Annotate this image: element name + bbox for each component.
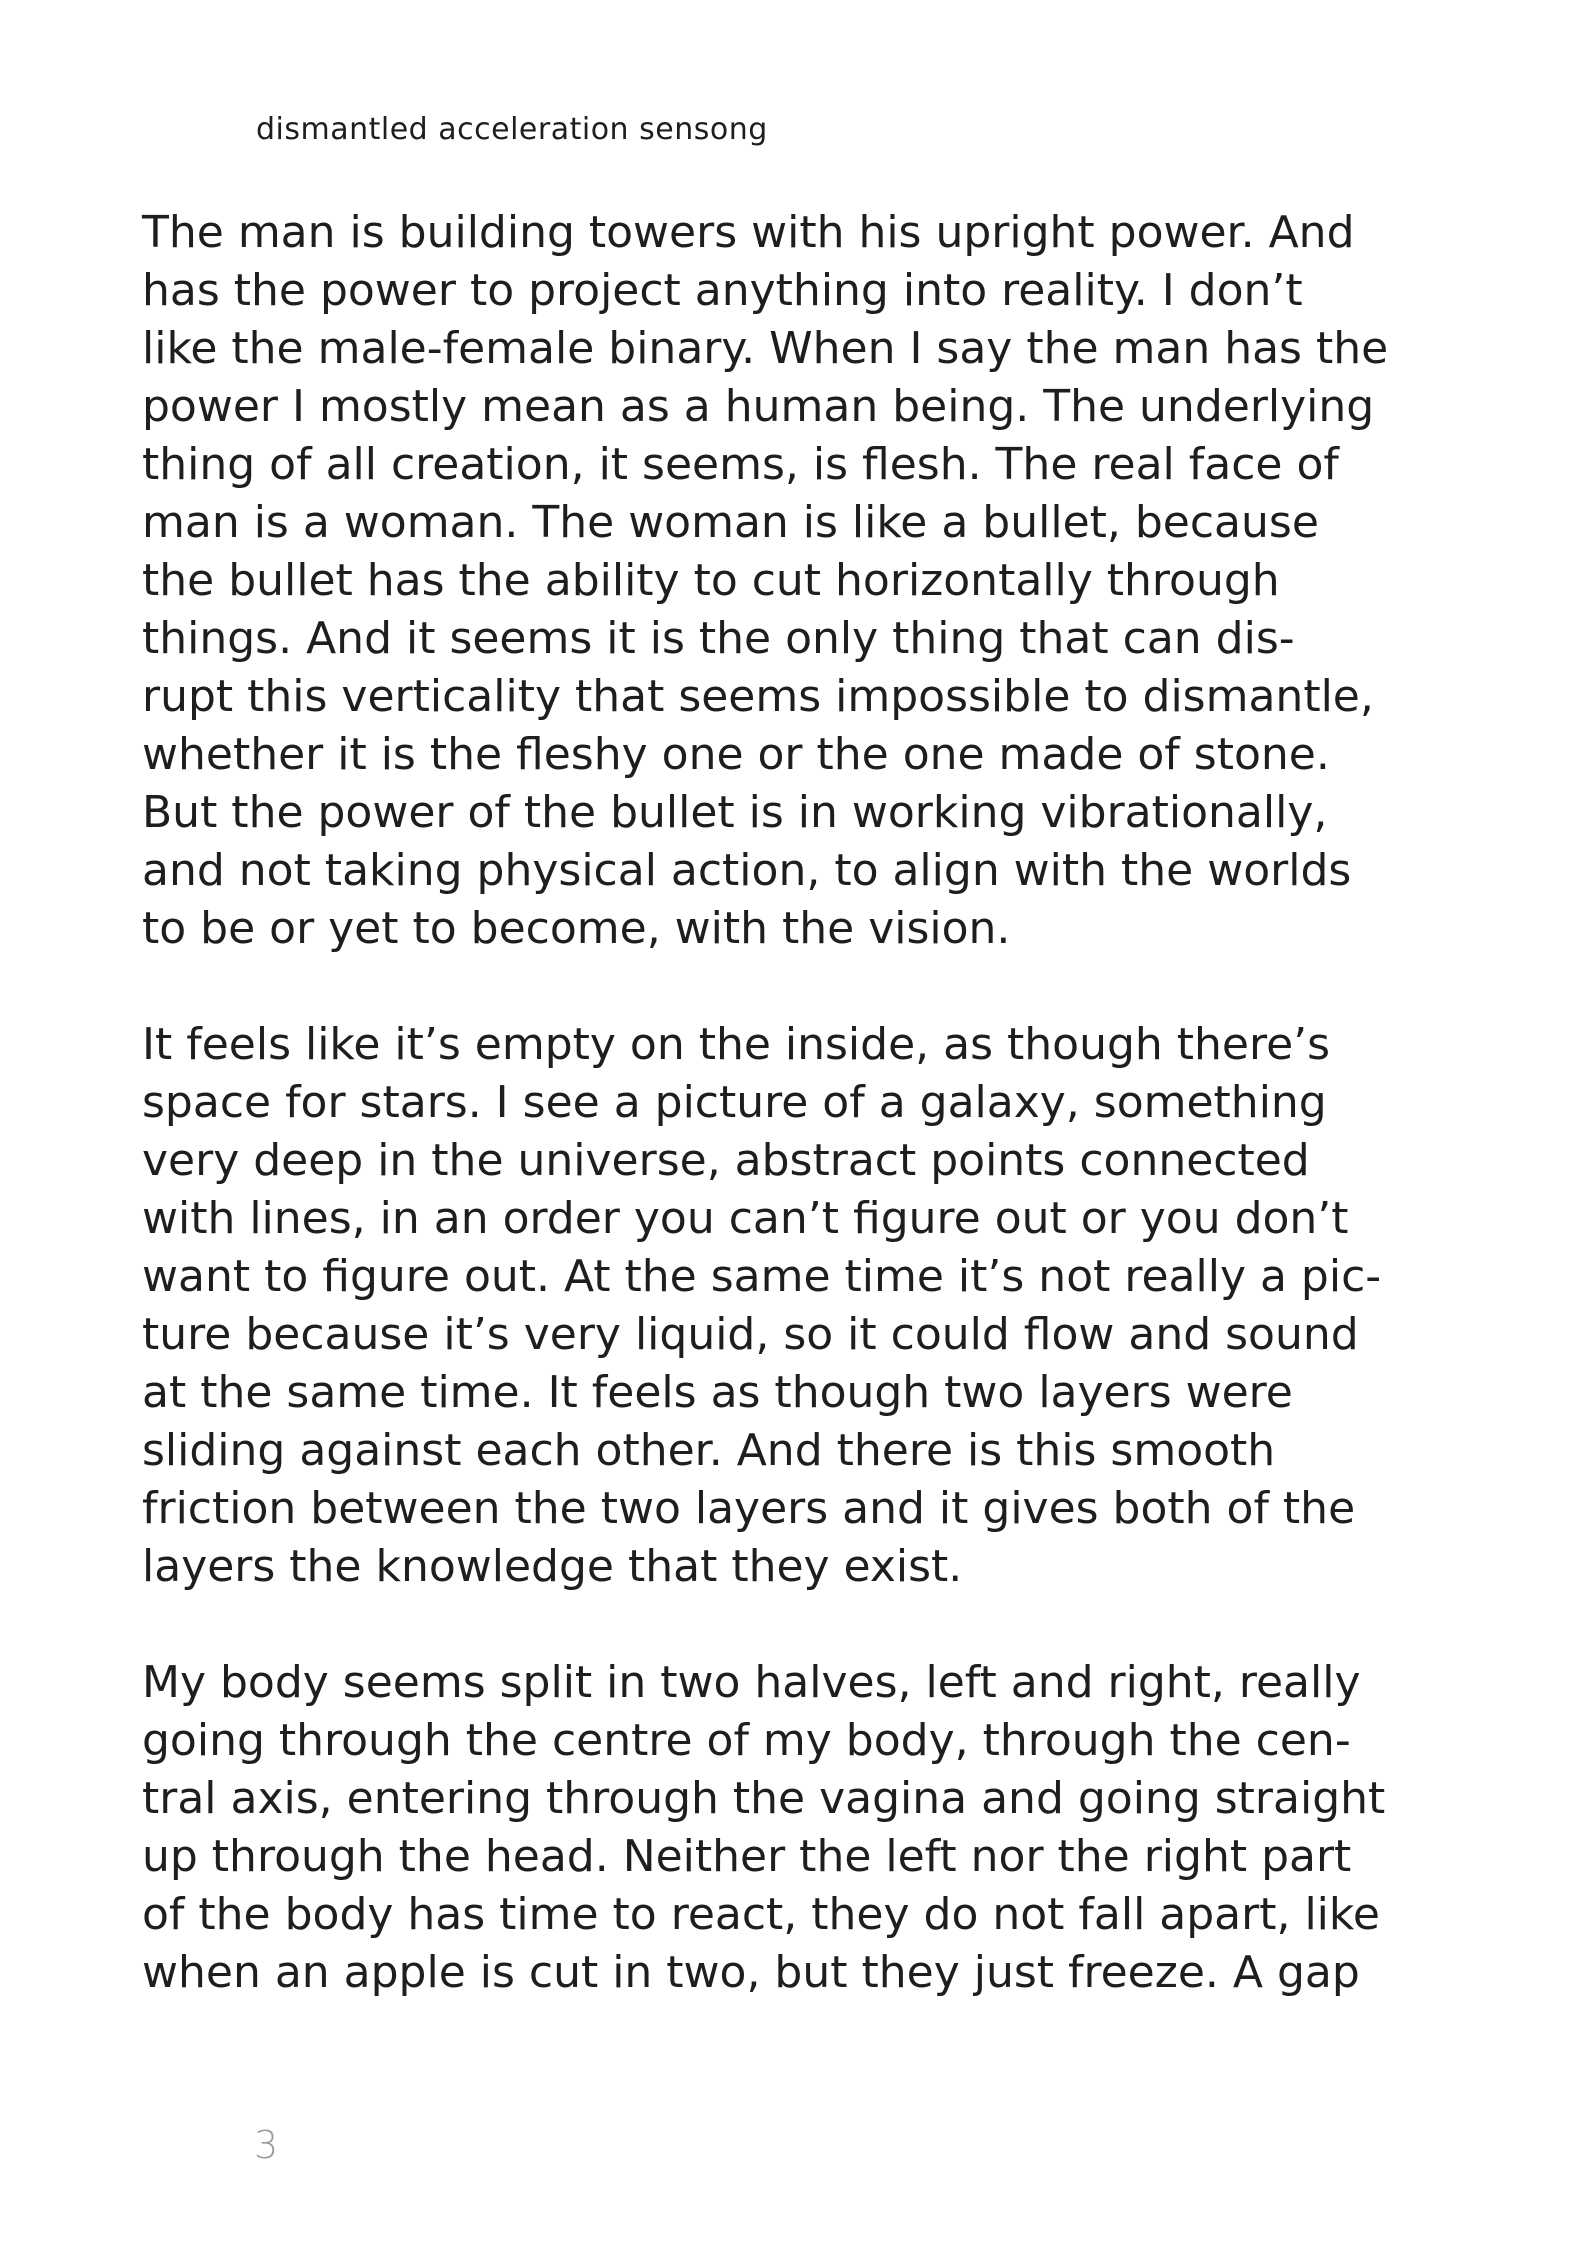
text-line: going through the centre of my body, through the cen- (142, 1715, 1351, 1766)
text-line: ture because it’s very liquid, so it could flow and sound (142, 1309, 1359, 1360)
text-line: up through the head. Neither the left nor the right part (142, 1831, 1352, 1882)
text-line: space for stars. I see a picture of a galaxy, something (142, 1077, 1327, 1128)
text-line: when an apple is cut in two, but they just freeze. A gap (142, 1947, 1360, 1998)
page-number: 3 (254, 2123, 279, 2167)
text-line: of the body has time to react, they do not fall apart, like (142, 1889, 1380, 1940)
text-line: very deep in the universe, abstract points connected (142, 1135, 1310, 1186)
text-line: layers the knowledge that they exist. (142, 1541, 963, 1592)
text-line: the bullet has the ability to cut horizontally through (142, 555, 1280, 606)
paragraph-1 (142, 204, 1389, 958)
paragraph-2 (142, 1016, 1382, 1596)
text-line: with lines, in an order you can’t figure out or you don’t (142, 1193, 1349, 1244)
running-header: dismantled acceleration sensong (256, 112, 768, 147)
text-line: My body seems split in two halves, left and right, really (142, 1657, 1361, 1708)
text-line: things. And it seems it is the only thing that can dis- (142, 613, 1295, 664)
text-line: like the male-female binary. When I say the man has the (142, 323, 1389, 374)
text-line: rupt this verticality that seems impossible to dismantle, (142, 671, 1374, 722)
text-line: The man is building towers with his upright power. And (142, 207, 1355, 258)
text-line: power I mostly mean as a human being. The underlying (142, 381, 1375, 432)
body-text (142, 204, 1389, 2060)
paragraph-3 (142, 1654, 1386, 2002)
text-line: to be or yet to become, with the vision. (142, 903, 1011, 954)
text-line: tral axis, entering through the vagina and going straight (142, 1773, 1386, 1824)
text-line: has the power to project anything into reality. I don’t (142, 265, 1303, 316)
text-line: and not taking physical action, to align with the worlds (142, 845, 1352, 896)
text-line: whether it is the fleshy one or the one made of stone. (142, 729, 1330, 780)
text-line: friction between the two layers and it gives both of the (142, 1483, 1356, 1534)
text-line: thing of all creation, it seems, is flesh. The real face of (142, 439, 1339, 490)
text-line: sliding against each other. And there is this smooth (142, 1425, 1276, 1476)
text-line: It feels like it’s empty on the inside, as though there’s (142, 1019, 1331, 1070)
text-line: at the same time. It feels as though two layers were (142, 1367, 1293, 1418)
text-line: man is a woman. The woman is like a bullet, because (142, 497, 1319, 548)
text-line: want to figure out. At the same time it’s not really a pic- (142, 1251, 1382, 1302)
text-line: But the power of the bullet is in working vibrationally, (142, 787, 1328, 838)
